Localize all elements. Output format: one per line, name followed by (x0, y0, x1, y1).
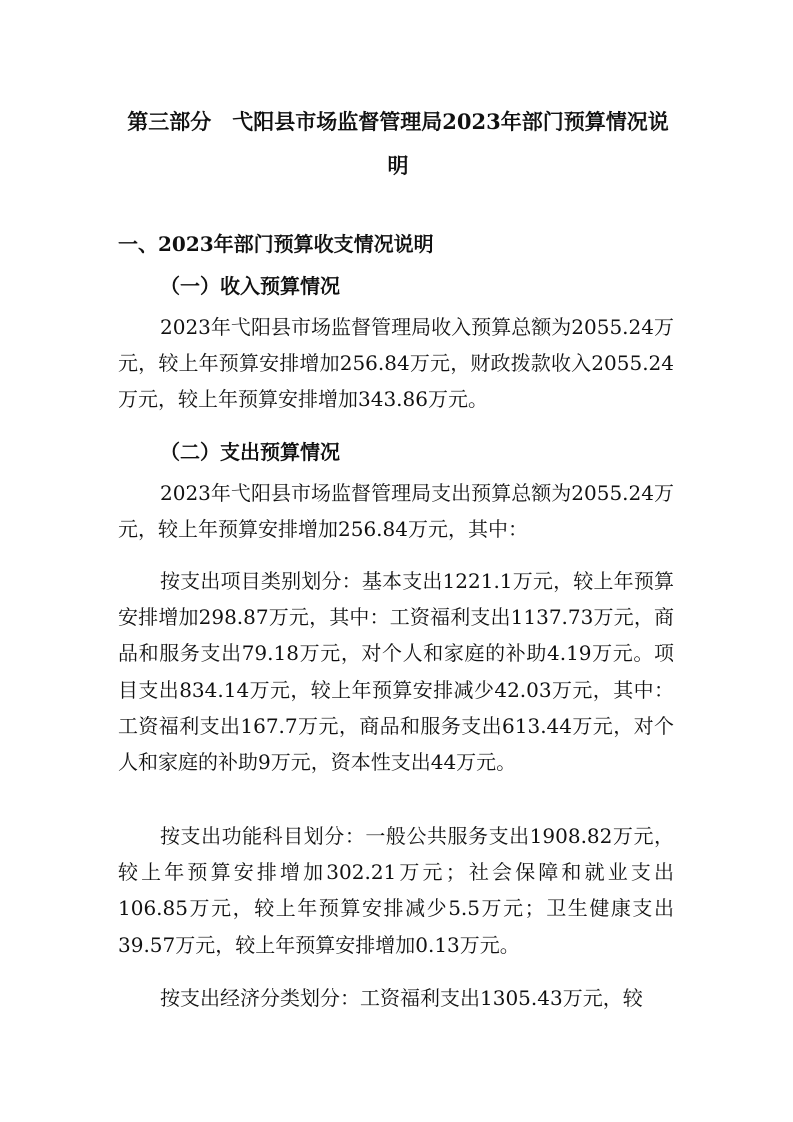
page-title: 第三部分 弋阳县市场监督管理局2023年部门预算情况说明 (127, 109, 669, 178)
paragraph-expenditure-by-project: 按支出项目类别划分：基本支出1221.1万元，较上年预算安排增加298.87万元，其中：工资福利支出1137.73万元，商品和服务支出79.18万元，对个人和家庭的补助4.19万元。项目支出834.14万元，较上年预算安排减少42.03万元，其中：工资福利支出167.7万元，商品和服务支出613.44万元，对个人和家庭的补助9万元，资本性支出44万元。 (118, 569, 674, 775)
paragraph-expenditure-by-function: 按支出功能科目划分：一般公共服务支出1908.82万元，较上年预算安排增加302.21万元；社会保障和就业支出106.85万元，较上年预算安排减少5.5万元；卫生健康支出39.57万元，较上年预算安排增加0.13万元。 (118, 824, 674, 957)
paragraph-income-budget: 2023年弋阳县市场监督管理局收入预算总额为2055.24万元，较上年预算安排增加256.84万元，财政拨款收入2055.24万元，较上年预算安排增加343.86万元。 (118, 315, 674, 412)
paragraph-expenditure-by-economic-class: 按支出经济分类划分：工资福利支出1305.43万元，较 (160, 986, 643, 1010)
section-heading-budget-overview: 一、2023年部门预算收支情况说明 (118, 232, 434, 256)
subheading-expenditure-budget: （二）支出预算情况 (160, 440, 340, 464)
paragraph-expenditure-total: 2023年弋阳县市场监督管理局支出预算总额为2055.24万元，较上年预算安排增加256.84万元，其中： (118, 481, 674, 542)
subheading-income-budget: （一）收入预算情况 (160, 274, 340, 298)
